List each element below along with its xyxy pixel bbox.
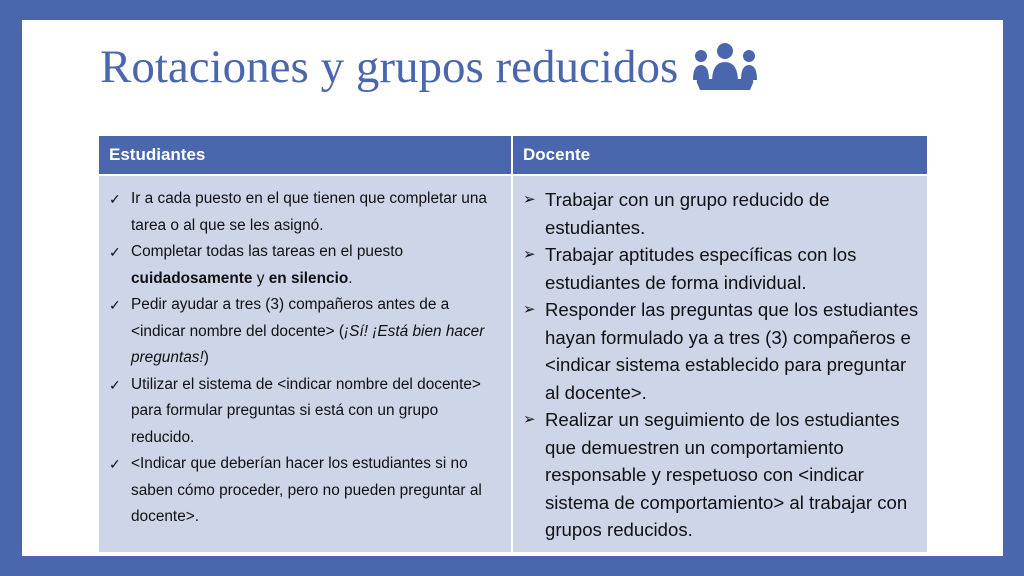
list-item: ✓ Utilizar el sistema de <indicar nombre del docente> para formular preguntas si está con un grupo reducido. (103, 372, 503, 452)
title-row (100, 42, 758, 92)
teacher-list (517, 186, 919, 544)
list-item: ➢ Responder las preguntas que los estudiantes hayan formulado ya a tres (3) compañeros e <indicar sistema establecido para preguntar al docente>. (517, 296, 919, 406)
arrow-bullet-icon: ➢ (523, 191, 536, 208)
page-title: Rotaciones y grupos reducidos (100, 40, 679, 93)
arrow-bullet-icon: ➢ (523, 411, 536, 428)
list-item: ➢ Realizar un seguimiento de los estudiantes que demuestren un comportamiento responsable y respetuoso con <indicar sistema de comportamiento> al trabajar con grupos reducidos. (517, 406, 919, 544)
list-item: ➢ Trabajar aptitudes específicas con los estudiantes de forma individual. (517, 241, 919, 296)
teacher-cell (512, 175, 928, 553)
students-cell (98, 175, 512, 553)
header-teacher: Docente (512, 135, 928, 175)
students-list (103, 186, 503, 531)
list-item: ✓ Pedir ayudar a tres (3) compañeros antes de a <indicar nombre del docente> (¡Sí! ¡Está bien hacer preguntas!) (103, 292, 503, 372)
check-bullet-icon: ✓ (109, 456, 121, 472)
list-item: ✓ <Indicar que deberían hacer los estudiantes si no saben cómo proceder, pero no pueden preguntar al docente>. (103, 451, 503, 531)
list-item: ✓ Completar todas las tareas en el puesto cuidadosamente y en silencio. (103, 239, 503, 292)
header-students: Estudiantes (98, 135, 512, 175)
arrow-bullet-icon: ➢ (523, 246, 536, 263)
check-bullet-icon: ✓ (109, 297, 121, 313)
table-header-row (98, 135, 928, 175)
list-item: ✓ Ir a cada puesto en el que tienen que completar una tarea o al que se les asignó. (103, 186, 503, 239)
check-bullet-icon: ✓ (109, 376, 121, 393)
slide (22, 20, 1003, 556)
rotation-table (97, 134, 929, 554)
table-row (98, 175, 928, 553)
check-bullet-icon: ✓ (109, 191, 121, 207)
group-people-icon (692, 42, 758, 92)
list-item: ➢ Trabajar con un grupo reducido de estudiantes. (517, 186, 919, 241)
check-bullet-icon: ✓ (109, 244, 121, 260)
arrow-bullet-icon: ➢ (523, 301, 536, 318)
